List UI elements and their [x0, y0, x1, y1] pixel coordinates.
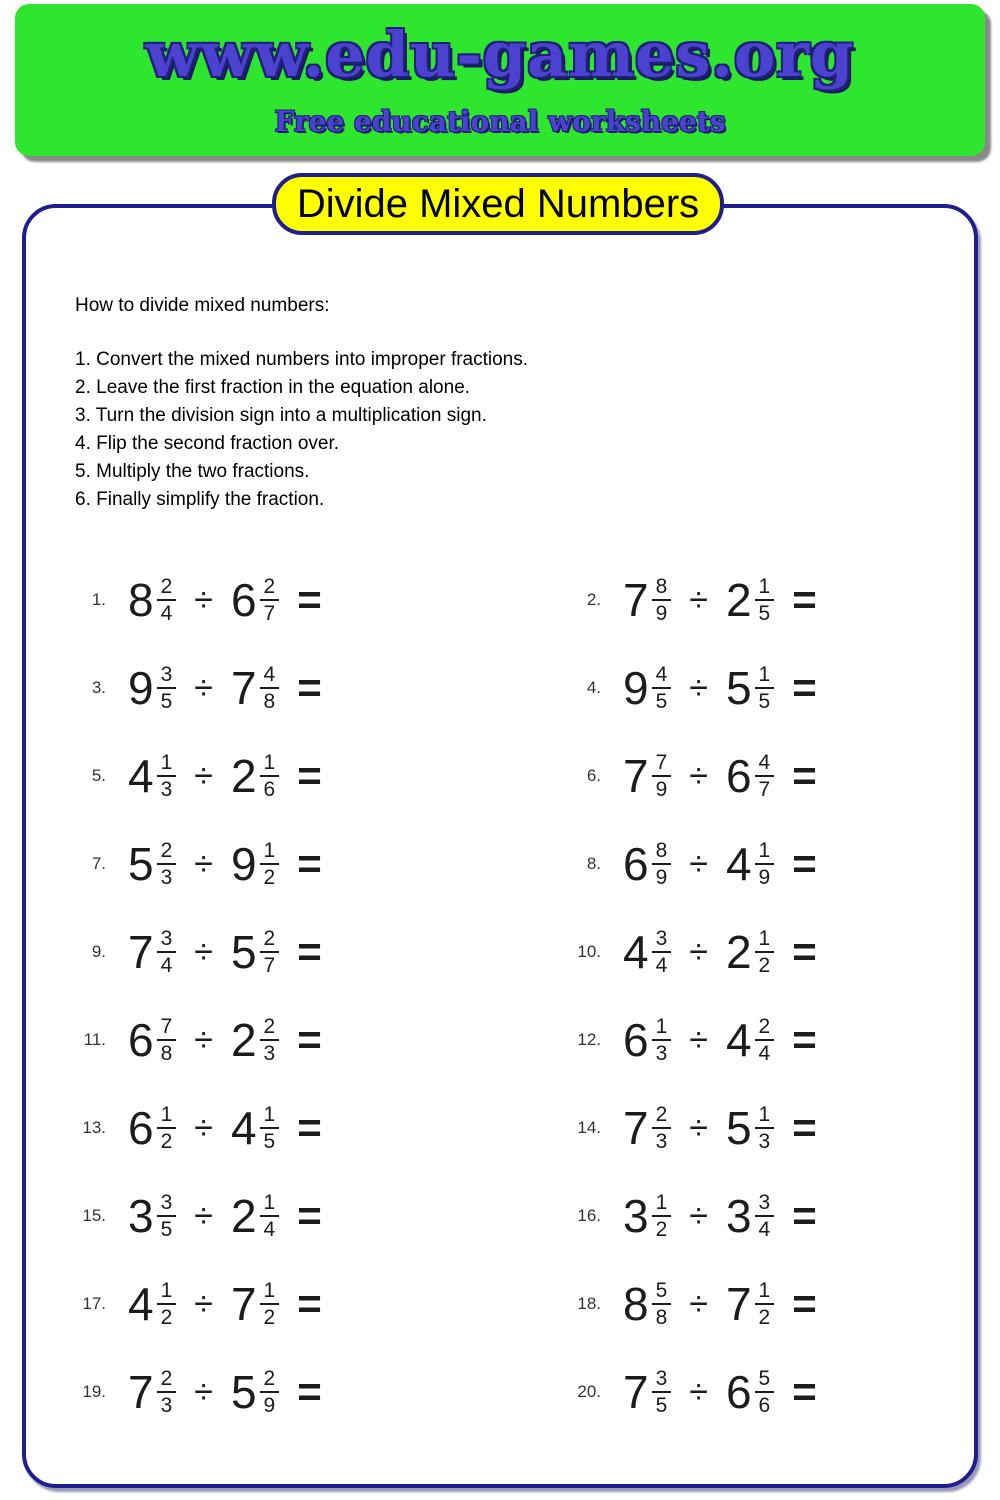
- denominator-1: 5: [652, 687, 672, 712]
- divide-sign: ÷: [689, 1373, 708, 1411]
- whole-number-1: 9: [128, 662, 154, 714]
- equals-sign: =: [792, 1104, 817, 1151]
- whole-number-1: 6: [128, 1102, 154, 1154]
- fraction-2: [755, 928, 775, 976]
- mixed-number-2: [726, 928, 774, 976]
- denominator-1: 5: [157, 1215, 177, 1240]
- whole-number-2: 6: [230, 574, 257, 626]
- divide-sign: ÷: [194, 933, 213, 971]
- denominator-2: 2: [755, 1303, 775, 1328]
- problem-row: [60, 996, 500, 1084]
- divide-sign: ÷: [194, 1285, 213, 1323]
- mixed-number-1: [623, 664, 671, 712]
- divide-sign: ÷: [689, 669, 708, 707]
- mixed-number-1: [128, 1192, 176, 1240]
- title-ribbon: [272, 173, 724, 235]
- mixed-number-2: [726, 1104, 774, 1152]
- divide-sign: ÷: [689, 1109, 708, 1147]
- instruction-step: 4. Flip the second fraction over.: [75, 433, 340, 454]
- denominator-2: 3: [260, 1039, 280, 1064]
- mixed-number-1: [128, 664, 176, 712]
- denominator-2: 6: [755, 1391, 775, 1416]
- denominator-1: 3: [652, 1039, 672, 1064]
- problem-number: 17.: [82, 1294, 106, 1313]
- equals-sign: =: [792, 664, 817, 711]
- denominator-1: 9: [652, 775, 672, 800]
- numerator-2: 2: [263, 1015, 276, 1038]
- numerator-1: 2: [160, 575, 173, 598]
- whole-number-2: 4: [230, 1102, 257, 1154]
- mixed-number-1: [623, 752, 671, 800]
- numerator-2: 3: [758, 1191, 771, 1214]
- mixed-number-2: [726, 1016, 774, 1064]
- whole-number-2: 7: [230, 662, 257, 714]
- equals-sign: =: [792, 1016, 817, 1063]
- mixed-number-2: [231, 752, 279, 800]
- numerator-1: 3: [160, 663, 173, 686]
- whole-number-1: 6: [128, 1014, 154, 1066]
- fraction-1: [652, 1104, 672, 1152]
- numerator-2: 2: [263, 927, 276, 950]
- fraction-2: [260, 1104, 280, 1152]
- denominator-2: 4: [755, 1215, 775, 1240]
- equals-sign: =: [297, 1368, 322, 1415]
- denominator-1: 9: [652, 863, 672, 888]
- mixed-number-1: [623, 576, 671, 624]
- numerator-1: 1: [160, 1279, 173, 1302]
- problem-number: 3.: [91, 678, 106, 697]
- whole-number-2: 5: [725, 662, 752, 714]
- mixed-number-2: [231, 1104, 279, 1152]
- numerator-2: 1: [263, 751, 276, 774]
- mixed-number-1: [623, 840, 671, 888]
- denominator-2: 7: [260, 599, 280, 624]
- fraction-1: [157, 1368, 177, 1416]
- divide-sign: ÷: [194, 1109, 213, 1147]
- whole-number-1: 4: [128, 750, 154, 802]
- problem-number: 4.: [586, 678, 601, 697]
- denominator-2: 4: [755, 1039, 775, 1064]
- fraction-1: [652, 928, 672, 976]
- problem-number: 2.: [586, 590, 601, 609]
- denominator-2: 2: [260, 863, 280, 888]
- numerator-1: 7: [655, 751, 668, 774]
- equals-sign: =: [297, 840, 322, 887]
- mixed-number-2: [231, 576, 279, 624]
- problem-row: [500, 1348, 940, 1436]
- mixed-number-2: [726, 840, 774, 888]
- problem-row: [500, 820, 940, 908]
- numerator-2: 1: [263, 1103, 276, 1126]
- equals-sign: =: [297, 664, 322, 711]
- divide-sign: ÷: [194, 1021, 213, 1059]
- denominator-1: 5: [652, 1391, 672, 1416]
- denominator-1: 3: [652, 1127, 672, 1152]
- mixed-number-2: [726, 664, 774, 712]
- problem-row: [500, 556, 940, 644]
- problem-number: 11.: [83, 1030, 106, 1049]
- fraction-2: [260, 1016, 280, 1064]
- mixed-number-1: [128, 1368, 176, 1416]
- numerator-1: 8: [655, 575, 668, 598]
- fraction-2: [260, 1368, 280, 1416]
- whole-number-1: 7: [128, 926, 154, 978]
- fraction-1: [652, 752, 672, 800]
- whole-number-1: 7: [128, 1366, 154, 1418]
- whole-number-2: 2: [230, 750, 257, 802]
- mixed-number-1: [623, 928, 671, 976]
- numerator-2: 1: [758, 663, 771, 686]
- mixed-number-1: [128, 1016, 176, 1064]
- whole-number-2: 5: [230, 1366, 257, 1418]
- denominator-2: 3: [755, 1127, 775, 1152]
- fraction-1: [652, 1192, 672, 1240]
- equals-sign: =: [297, 1192, 322, 1239]
- mixed-number-1: [623, 1368, 671, 1416]
- fraction-1: [652, 576, 672, 624]
- instruction-step: 3. Turn the division sign into a multiplication sign.: [75, 405, 487, 426]
- mixed-number-2: [726, 1192, 774, 1240]
- instructions: [75, 292, 775, 514]
- denominator-2: 5: [755, 599, 775, 624]
- divide-sign: ÷: [194, 845, 213, 883]
- problem-row: [60, 1260, 500, 1348]
- problem-number: 6.: [586, 766, 601, 785]
- fraction-2: [755, 1192, 775, 1240]
- fraction-1: [652, 664, 672, 712]
- fraction-2: [260, 664, 280, 712]
- divide-sign: ÷: [194, 757, 213, 795]
- fraction-2: [260, 576, 280, 624]
- equals-sign: =: [792, 1192, 817, 1239]
- whole-number-2: 2: [725, 926, 752, 978]
- equals-sign: =: [792, 1280, 817, 1327]
- fraction-1: [652, 840, 672, 888]
- denominator-1: 3: [157, 775, 177, 800]
- whole-number-1: 4: [623, 926, 649, 978]
- mixed-number-2: [231, 928, 279, 976]
- problems-grid: [60, 556, 940, 1436]
- fraction-2: [260, 752, 280, 800]
- equals-sign: =: [792, 752, 817, 799]
- problem-row: [60, 644, 500, 732]
- divide-sign: ÷: [194, 669, 213, 707]
- instruction-step: 5. Multiply the two fractions.: [75, 461, 310, 482]
- problem-number: 13.: [82, 1118, 106, 1137]
- divide-sign: ÷: [689, 845, 708, 883]
- problem-row: [500, 644, 940, 732]
- divide-sign: ÷: [689, 1285, 708, 1323]
- numerator-1: 1: [655, 1191, 668, 1214]
- mixed-number-1: [128, 752, 176, 800]
- fraction-2: [260, 840, 280, 888]
- divide-sign: ÷: [689, 1197, 708, 1235]
- whole-number-2: 2: [725, 574, 752, 626]
- problem-number: 8.: [586, 854, 601, 873]
- whole-number-1: 3: [128, 1190, 154, 1242]
- problem-number: 5.: [91, 766, 106, 785]
- numerator-1: 3: [160, 927, 173, 950]
- denominator-1: 3: [157, 863, 177, 888]
- problem-row: [60, 820, 500, 908]
- problem-number: 18.: [577, 1294, 601, 1313]
- mixed-number-1: [128, 928, 176, 976]
- whole-number-1: 3: [623, 1190, 649, 1242]
- divide-sign: ÷: [194, 1197, 213, 1235]
- whole-number-2: 7: [230, 1278, 257, 1330]
- fraction-2: [755, 752, 775, 800]
- whole-number-1: 9: [623, 662, 649, 714]
- problem-number: 1.: [91, 590, 106, 609]
- denominator-2: 2: [755, 951, 775, 976]
- fraction-2: [755, 664, 775, 712]
- numerator-1: 1: [655, 1015, 668, 1038]
- whole-number-2: 5: [725, 1102, 752, 1154]
- denominator-1: 9: [652, 599, 672, 624]
- problem-row: [500, 908, 940, 996]
- denominator-2: 9: [755, 863, 775, 888]
- denominator-1: 2: [157, 1127, 177, 1152]
- numerator-2: 2: [758, 1015, 771, 1038]
- numerator-1: 1: [160, 751, 173, 774]
- denominator-1: 4: [157, 951, 177, 976]
- equals-sign: =: [297, 1016, 322, 1063]
- whole-number-1: 6: [623, 838, 649, 890]
- worksheet-title: Divide Mixed Numbers: [296, 182, 700, 226]
- problem-number: 16.: [577, 1206, 601, 1225]
- numerator-1: 7: [160, 1015, 173, 1038]
- numerator-2: 4: [758, 751, 771, 774]
- fraction-1: [157, 1280, 177, 1328]
- problem-number: 10.: [577, 942, 601, 961]
- denominator-2: 7: [260, 951, 280, 976]
- problem-number: 12.: [577, 1030, 601, 1049]
- tagline: Free educational worksheets: [274, 105, 726, 138]
- whole-number-2: 4: [725, 1014, 752, 1066]
- denominator-2: 6: [260, 775, 280, 800]
- problem-row: [60, 732, 500, 820]
- problem-row: [500, 1084, 940, 1172]
- whole-number-1: 5: [128, 838, 154, 890]
- mixed-number-2: [231, 664, 279, 712]
- denominator-2: 5: [755, 687, 775, 712]
- fraction-1: [652, 1016, 672, 1064]
- numerator-2: 1: [758, 1279, 771, 1302]
- divide-sign: ÷: [689, 581, 708, 619]
- whole-number-1: 8: [623, 1278, 649, 1330]
- problem-row: [60, 908, 500, 996]
- problem-number: 7.: [91, 854, 106, 873]
- problem-row: [500, 1260, 940, 1348]
- numerator-2: 1: [758, 1103, 771, 1126]
- numerator-2: 5: [758, 1367, 771, 1390]
- equals-sign: =: [297, 1104, 322, 1151]
- divide-sign: ÷: [689, 757, 708, 795]
- divide-sign: ÷: [689, 933, 708, 971]
- numerator-1: 2: [160, 1367, 173, 1390]
- numerator-1: 3: [655, 1367, 668, 1390]
- whole-number-2: 3: [725, 1190, 752, 1242]
- fraction-1: [652, 1280, 672, 1328]
- whole-number-2: 5: [230, 926, 257, 978]
- whole-number-2: 2: [230, 1190, 257, 1242]
- denominator-1: 2: [652, 1215, 672, 1240]
- problem-row: [500, 1172, 940, 1260]
- divide-sign: ÷: [194, 1373, 213, 1411]
- mixed-number-1: [623, 1280, 671, 1328]
- instructions-heading: How to divide mixed numbers:: [75, 295, 330, 316]
- fraction-2: [755, 576, 775, 624]
- problem-number: 15.: [82, 1206, 106, 1225]
- header-banner: [15, 4, 985, 156]
- denominator-2: 7: [755, 775, 775, 800]
- problem-row: [500, 732, 940, 820]
- site-title: www.edu-games.org: [145, 18, 855, 91]
- equals-sign: =: [297, 752, 322, 799]
- denominator-1: 4: [157, 599, 177, 624]
- fraction-1: [157, 840, 177, 888]
- denominator-1: 8: [652, 1303, 672, 1328]
- whole-number-1: 7: [623, 1366, 649, 1418]
- equals-sign: =: [297, 576, 322, 623]
- numerator-2: 1: [263, 1279, 276, 1302]
- mixed-number-2: [231, 1192, 279, 1240]
- mixed-number-1: [623, 1192, 671, 1240]
- fraction-1: [157, 752, 177, 800]
- mixed-number-1: [128, 576, 176, 624]
- numerator-1: 1: [160, 1103, 173, 1126]
- mixed-number-2: [726, 1368, 774, 1416]
- whole-number-2: 7: [725, 1278, 752, 1330]
- mixed-number-1: [128, 1280, 176, 1328]
- problem-row: [60, 1172, 500, 1260]
- numerator-1: 3: [160, 1191, 173, 1214]
- equals-sign: =: [297, 1280, 322, 1327]
- fraction-1: [157, 664, 177, 712]
- denominator-2: 4: [260, 1215, 280, 1240]
- fraction-2: [755, 1280, 775, 1328]
- mixed-number-1: [623, 1104, 671, 1152]
- denominator-1: 5: [157, 687, 177, 712]
- equals-sign: =: [792, 576, 817, 623]
- equals-sign: =: [297, 928, 322, 975]
- fraction-1: [157, 576, 177, 624]
- numerator-1: 2: [655, 1103, 668, 1126]
- mixed-number-1: [623, 1016, 671, 1064]
- fraction-2: [755, 1104, 775, 1152]
- instruction-step: 2. Leave the first fraction in the equation alone.: [75, 377, 471, 398]
- whole-number-1: 6: [623, 1014, 649, 1066]
- mixed-number-2: [231, 840, 279, 888]
- numerator-2: 4: [263, 663, 276, 686]
- problem-row: [60, 556, 500, 644]
- denominator-1: 2: [157, 1303, 177, 1328]
- whole-number-1: 7: [623, 574, 649, 626]
- numerator-2: 1: [758, 575, 771, 598]
- fraction-2: [260, 1280, 280, 1328]
- fraction-1: [157, 1104, 177, 1152]
- whole-number-2: 9: [230, 838, 257, 890]
- mixed-number-2: [231, 1368, 279, 1416]
- mixed-number-2: [231, 1016, 279, 1064]
- whole-number-2: 4: [725, 838, 752, 890]
- mixed-number-2: [231, 1280, 279, 1328]
- divide-sign: ÷: [689, 1021, 708, 1059]
- numerator-2: 1: [263, 839, 276, 862]
- numerator-1: 2: [160, 839, 173, 862]
- equals-sign: =: [792, 840, 817, 887]
- instruction-step: 1. Convert the mixed numbers into improper fractions.: [75, 349, 529, 370]
- numerator-1: 3: [655, 927, 668, 950]
- denominator-2: 5: [260, 1127, 280, 1152]
- problem-number: 19.: [82, 1382, 106, 1401]
- instruction-step: 6. Finally simplify the fraction.: [75, 489, 325, 510]
- fraction-2: [260, 928, 280, 976]
- fraction-1: [157, 928, 177, 976]
- whole-number-2: 6: [725, 1366, 752, 1418]
- equals-sign: =: [792, 1368, 817, 1415]
- numerator-1: 5: [655, 1279, 668, 1302]
- mixed-number-2: [726, 1280, 774, 1328]
- whole-number-1: 7: [623, 1102, 649, 1154]
- fraction-2: [755, 840, 775, 888]
- numerator-2: 1: [758, 839, 771, 862]
- whole-number-2: 6: [725, 750, 752, 802]
- numerator-1: 8: [655, 839, 668, 862]
- problem-row: [60, 1084, 500, 1172]
- fraction-1: [652, 1368, 672, 1416]
- whole-number-1: 7: [623, 750, 649, 802]
- whole-number-1: 8: [128, 574, 154, 626]
- mixed-number-1: [128, 1104, 176, 1152]
- denominator-2: 2: [260, 1303, 280, 1328]
- whole-number-2: 2: [230, 1014, 257, 1066]
- denominator-2: 8: [260, 687, 280, 712]
- numerator-2: 2: [263, 575, 276, 598]
- denominator-2: 9: [260, 1391, 280, 1416]
- problem-row: [500, 996, 940, 1084]
- denominator-1: 3: [157, 1391, 177, 1416]
- problem-number: 20.: [577, 1382, 601, 1401]
- problem-row: [60, 1348, 500, 1436]
- divide-sign: ÷: [194, 581, 213, 619]
- fraction-2: [755, 1368, 775, 1416]
- fraction-2: [260, 1192, 280, 1240]
- numerator-2: 2: [263, 1367, 276, 1390]
- fraction-1: [157, 1016, 177, 1064]
- numerator-1: 4: [655, 663, 668, 686]
- mixed-number-1: [128, 840, 176, 888]
- mixed-number-2: [726, 576, 774, 624]
- fraction-2: [755, 1016, 775, 1064]
- equals-sign: =: [792, 928, 817, 975]
- denominator-1: 4: [652, 951, 672, 976]
- denominator-1: 8: [157, 1039, 177, 1064]
- mixed-number-2: [726, 752, 774, 800]
- numerator-2: 1: [263, 1191, 276, 1214]
- fraction-1: [157, 1192, 177, 1240]
- problem-number: 14.: [577, 1118, 601, 1137]
- problem-number: 9.: [91, 942, 106, 961]
- numerator-2: 1: [758, 927, 771, 950]
- whole-number-1: 4: [128, 1278, 154, 1330]
